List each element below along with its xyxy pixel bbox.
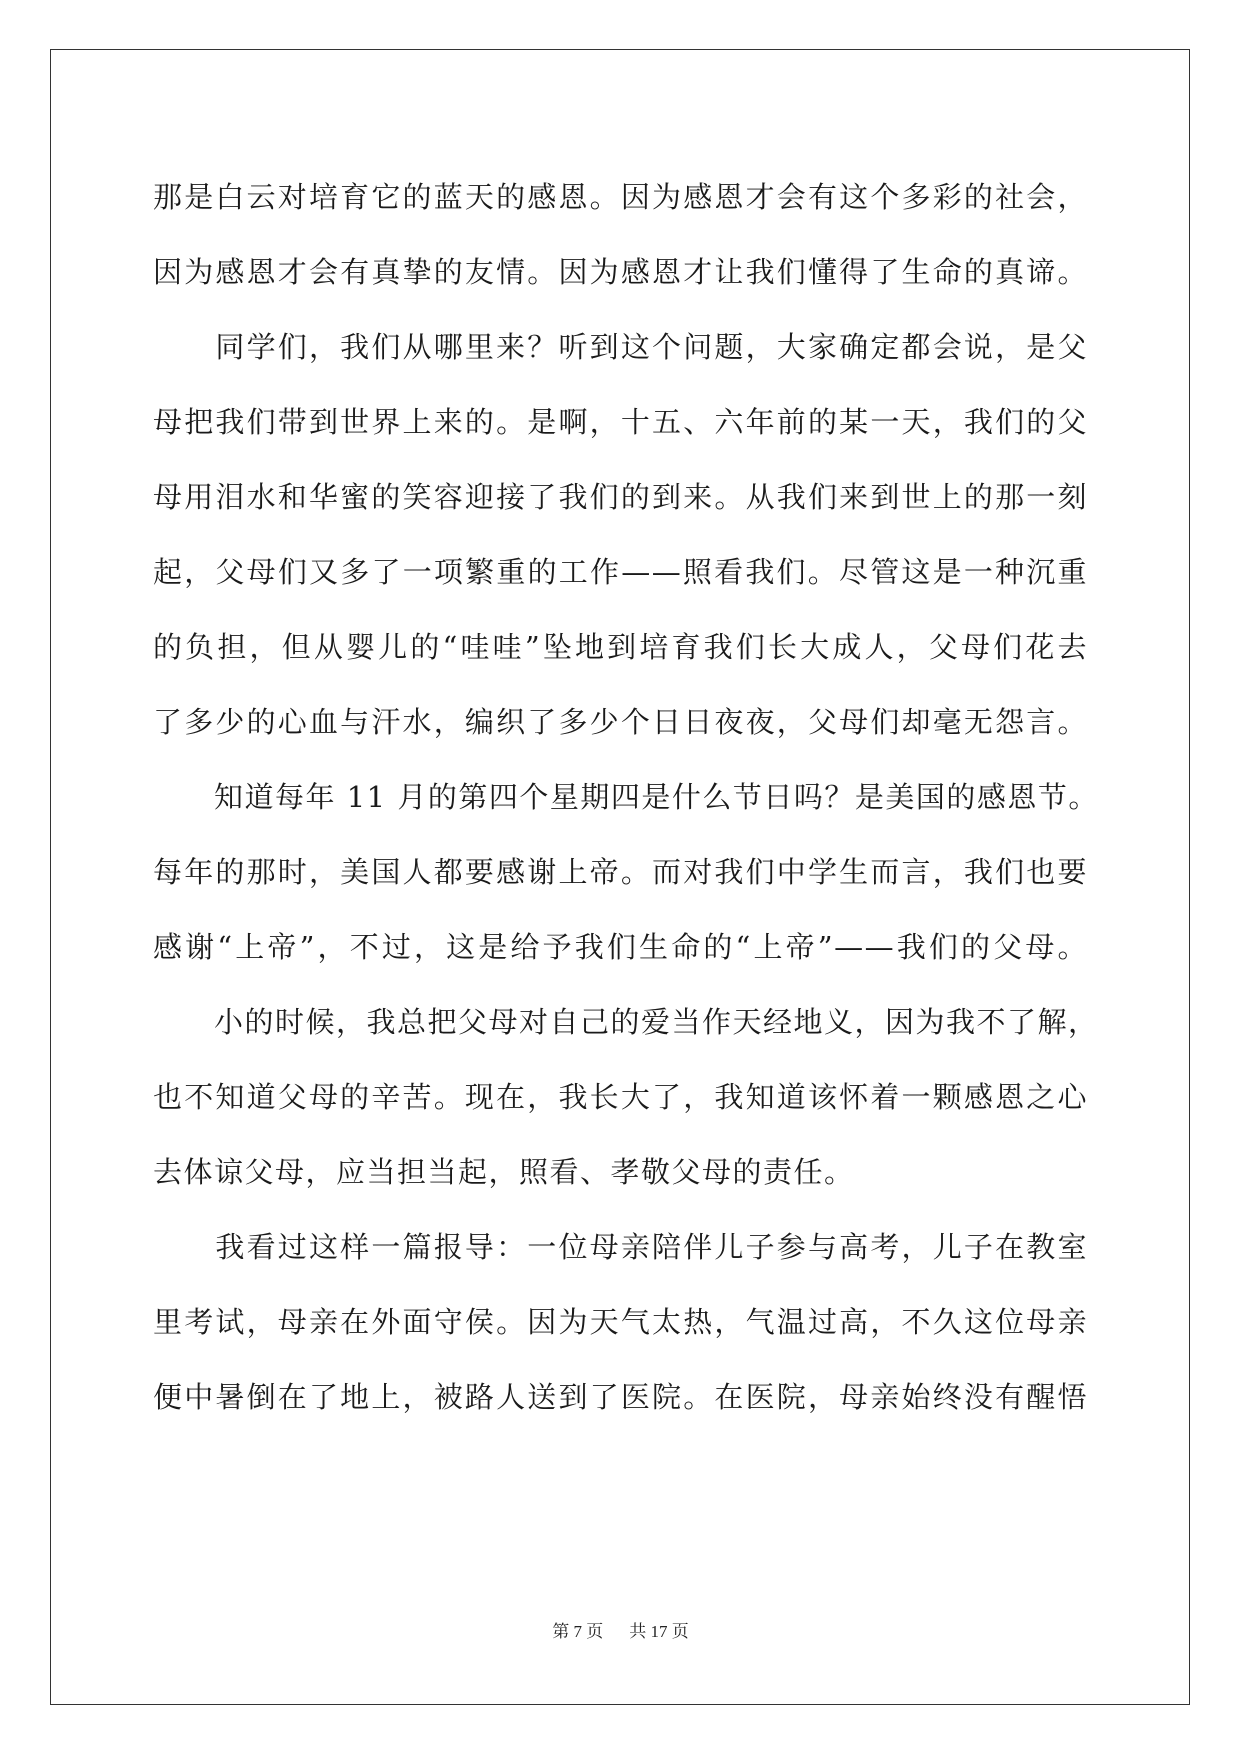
text-line: 每年的那时，美国人都要感谢上帝。而对我们中学生而言，我们也要 [153,855,1088,889]
text-line: 便中暑倒在了地上，被路人送到了医院。在医院，母亲始终没有醒悟 [153,1380,1088,1414]
text-line: 的负担，但从婴儿的“哇哇”坠地到培育我们长大成人，父母们花去 [153,630,1088,664]
text-line: 也不知道父母的辛苦。现在，我长大了，我知道该怀着一颗感恩之心 [153,1080,1088,1114]
text-line: 了多少的心血与汗水，编织了多少个日日夜夜，父母们却毫无怨言。 [153,705,1088,739]
text-line: 母用泪水和华蜜的笑容迎接了我们的到来。从我们来到世上的那一刻 [153,480,1088,514]
text-line: 起，父母们又多了一项繁重的工作——照看我们。尽管这是一种沉重 [153,555,1088,589]
text-line: 里考试，母亲在外面守侯。因为天气太热，气温过高，不久这位母亲 [153,1305,1088,1339]
document-body [153,160,1099,1435]
text-line: 去体谅父母，应当担当起，照看、孝敬父母的责任。 [153,1155,855,1189]
text-line: 同学们，我们从哪里来？听到这个问题，大家确定都会说，是父 [153,330,1088,364]
text-line: 小的时候，我总把父母对自己的爱当作天经地义，因为我不了解， [153,1005,1099,1039]
page-total: 共 17 页 [629,1622,689,1641]
text-line: 因为感恩才会有真挚的友情。因为感恩才让我们懂得了生命的真谛。 [153,255,1088,289]
text-line: 知道每年 11 月的第四个星期四是什么节日吗？是美国的感恩节。 [153,780,1099,814]
text-line: 那是白云对培育它的蓝天的感恩。因为感恩才会有这个多彩的社会， [153,180,1088,214]
text-line: 母把我们带到世界上来的。是啊，十五、六年前的某一天，我们的父 [153,405,1088,439]
text-line: 我看过这样一篇报导：一位母亲陪伴儿子参与高考，儿子在教室 [153,1230,1088,1264]
page-number: 第 7 页 [552,1622,604,1641]
page-footer [0,1617,1241,1642]
text-line: 感谢“上帝”，不过，这是给予我们生命的“上帝”——我们的父母。 [153,930,1088,964]
